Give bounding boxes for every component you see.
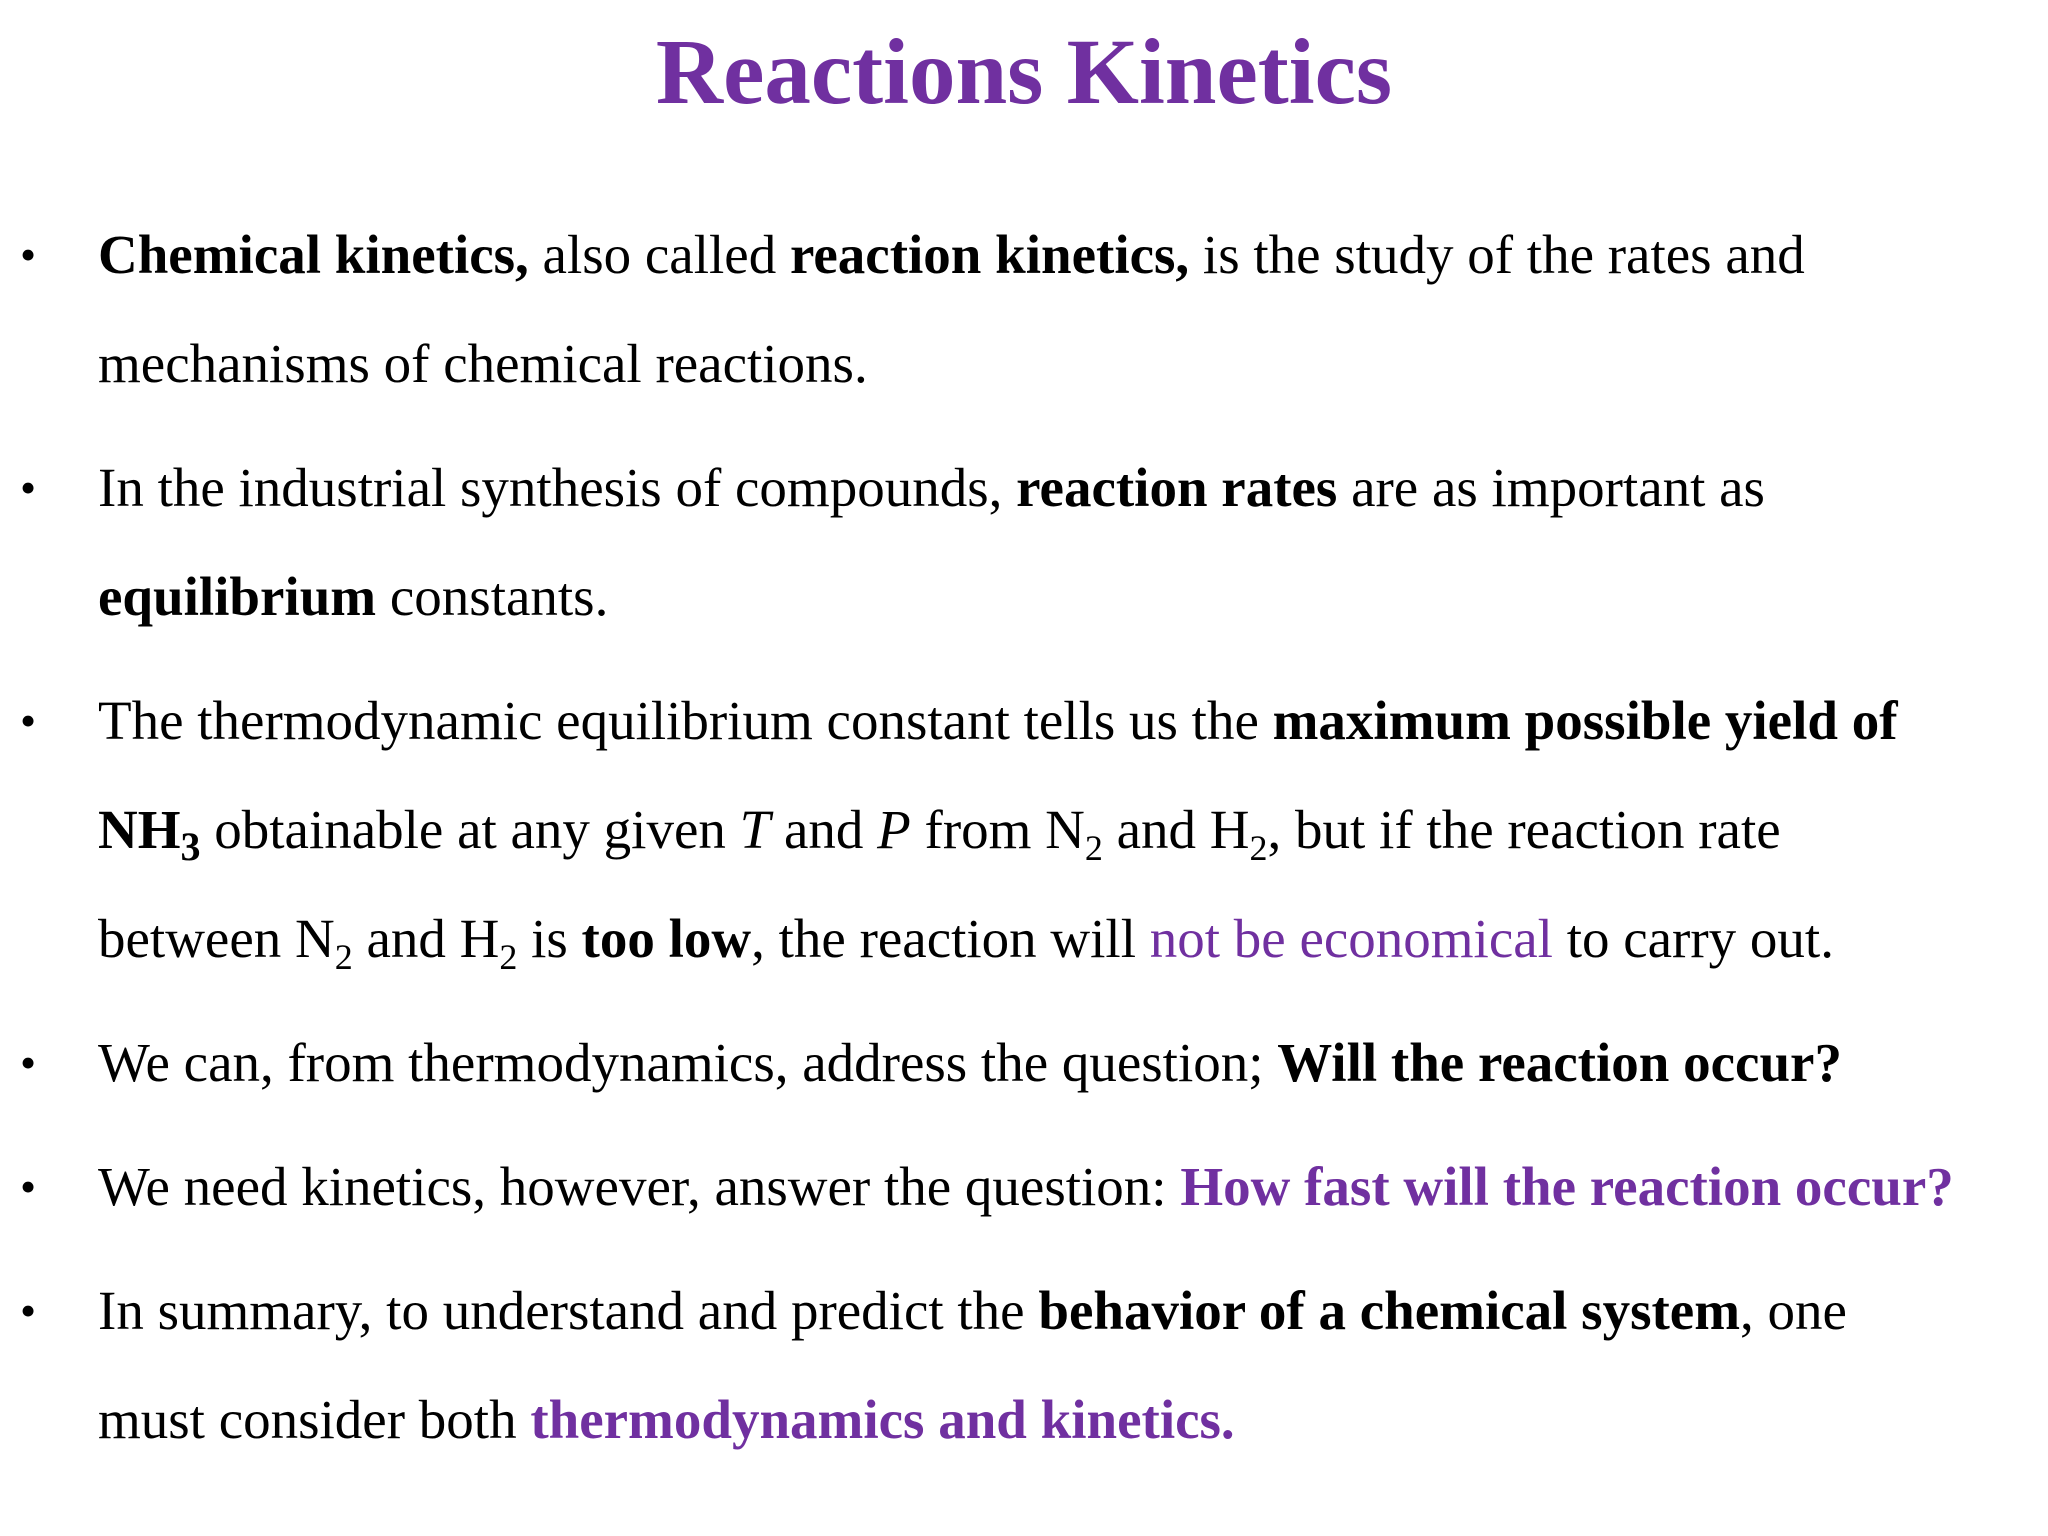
bold-text: reaction rates bbox=[1016, 457, 1338, 518]
highlight-text: not be economical bbox=[1149, 908, 1553, 969]
text: , one bbox=[1740, 1280, 1847, 1341]
text: constants. bbox=[376, 566, 609, 627]
bullet-line bbox=[98, 542, 2028, 651]
text: to carry out. bbox=[1552, 908, 1834, 969]
bullet-item bbox=[0, 1008, 2048, 1117]
text: from N bbox=[910, 799, 1085, 860]
bullet-line bbox=[98, 884, 2028, 993]
bullet-line bbox=[98, 1365, 2028, 1474]
bold-text: equilibrium bbox=[98, 566, 377, 627]
bullet-dot-icon: • bbox=[20, 695, 37, 746]
subscript: 3 bbox=[180, 824, 201, 869]
text: NH bbox=[98, 799, 181, 860]
text: We need kinetics, however, answer the question: bbox=[98, 1156, 1181, 1217]
bullet-dot-icon: • bbox=[20, 229, 37, 280]
bold-text: behavior of a chemical system bbox=[1038, 1280, 1741, 1341]
italic-text: T bbox=[739, 799, 771, 860]
text: In the industrial synthesis of compounds, bbox=[98, 457, 1017, 518]
slide-title: Reactions Kinetics bbox=[655, 21, 1393, 124]
text: , but if the reaction rate bbox=[1267, 799, 1781, 860]
bullet-dot-icon: • bbox=[20, 1161, 37, 1212]
bold-text: Chemical kinetics, bbox=[98, 224, 529, 285]
bullet-dot-icon: • bbox=[20, 462, 37, 513]
bullet-line bbox=[98, 1008, 2028, 1117]
bullet-dot-icon: • bbox=[20, 1285, 37, 1336]
bullet-line bbox=[98, 433, 2028, 542]
formula-nh3 bbox=[98, 799, 201, 869]
bullet-item bbox=[0, 1256, 2048, 1474]
text: and H bbox=[352, 908, 500, 969]
text: must consider both bbox=[98, 1389, 531, 1450]
subscript: 2 bbox=[499, 937, 518, 977]
highlight-bold-text: thermodynamics and kinetics. bbox=[530, 1389, 1235, 1450]
text: and H bbox=[1102, 799, 1250, 860]
text: is the study of the rates and bbox=[1189, 224, 1805, 285]
text: In summary, to understand and predict the bbox=[98, 1280, 1039, 1341]
bold-text: too low bbox=[581, 908, 752, 969]
bullet-item bbox=[0, 1132, 2048, 1241]
italic-text: P bbox=[877, 799, 911, 860]
subscript: 2 bbox=[1249, 828, 1268, 868]
text: mechanisms of chemical reactions. bbox=[98, 333, 868, 394]
bullet-line bbox=[98, 1132, 2028, 1241]
text: are as important as bbox=[1337, 457, 1765, 518]
bullet-item bbox=[0, 666, 2048, 993]
text: is bbox=[517, 908, 582, 969]
bold-text: Will the reaction occur? bbox=[1277, 1032, 1842, 1093]
text: We can, from thermodynamics, address the question; bbox=[98, 1032, 1278, 1093]
text: , the reaction will bbox=[751, 908, 1150, 969]
highlight-bold-text: How fast will the reaction occur? bbox=[1180, 1156, 1954, 1217]
bullet-item bbox=[0, 200, 2048, 418]
text: and bbox=[770, 799, 878, 860]
subscript: 2 bbox=[1084, 828, 1103, 868]
bullet-line bbox=[98, 775, 2028, 884]
bullet-line bbox=[98, 1256, 2028, 1365]
text: also called bbox=[528, 224, 790, 285]
bullet-dot-icon: • bbox=[20, 1037, 37, 1088]
bullet-line bbox=[98, 200, 2028, 309]
bullet-item bbox=[0, 433, 2048, 651]
text: The thermodynamic equilibrium constant tells us the bbox=[98, 690, 1273, 751]
text: obtainable at any given bbox=[200, 799, 740, 860]
bold-text: reaction kinetics, bbox=[789, 224, 1190, 285]
subscript: 2 bbox=[334, 937, 353, 977]
text: between N bbox=[98, 908, 335, 969]
bullet-list bbox=[0, 200, 2048, 1489]
bold-text: maximum possible yield of bbox=[1272, 690, 1898, 751]
bullet-line bbox=[98, 309, 2028, 418]
bullet-line bbox=[98, 666, 2028, 775]
